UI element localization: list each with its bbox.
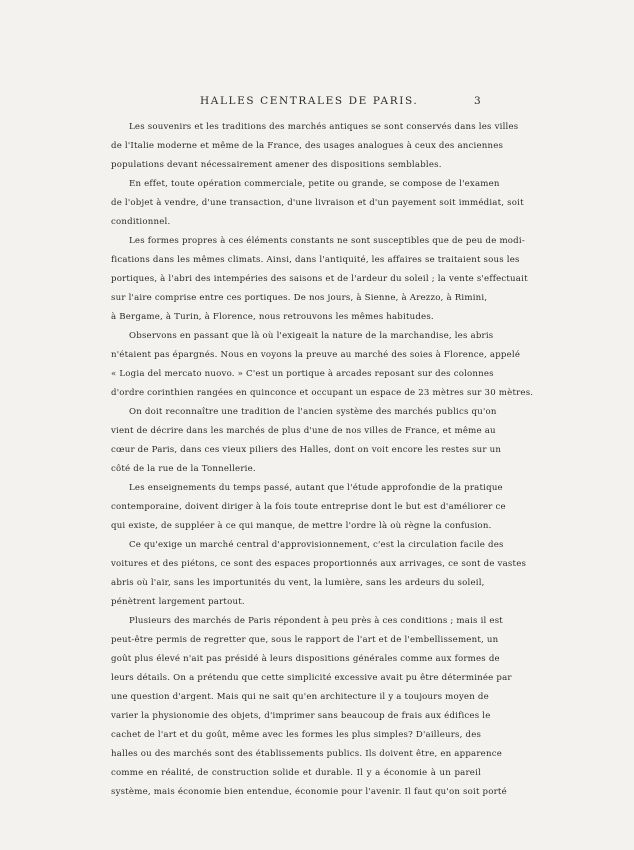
text-line: côté de la rue de la Tonnellerie. [111, 464, 256, 474]
text-line: populations devant nécessairement amener des dispositions semblables. [111, 160, 442, 170]
text-line: voitures et des piétons, ce sont des espaces proportionnés aux arrivages, ce sont de vastes [111, 559, 527, 569]
text-line: système, mais économie bien entendue, économie pour l'avenir. Il faut qu'on soit porté [111, 787, 507, 797]
text-line: à Bergame, à Turin, à Florence, nous retrouvons les mêmes habitudes. [111, 312, 434, 322]
text-line: portiques, à l'abri des intempéries des saisons et de l'ardeur du soleil ; la vente s'effectuait [111, 274, 528, 284]
text-line: Les enseignements du temps passé, autant que l'étude approfondie de la pratique [129, 483, 503, 493]
page-number: 3 [474, 95, 481, 107]
text-line: conditionnel. [111, 217, 171, 227]
text-line: pénètrent largement partout. [111, 597, 245, 607]
text-line: qui existe, de suppléer à ce qui manque, de mettre l'ordre là où règne la confusion. [111, 521, 492, 531]
text-line: goût plus élevé n'ait pas présidé à leurs dispositions générales comme aux formes de [111, 654, 500, 664]
text-line: vient de décrire dans les marchés de plus d'une de nos villes de France, et même au [111, 426, 496, 436]
text-line: « Logia del mercato nuovo. » C'est un portique à arcades reposant sur des colonnes [111, 369, 494, 379]
text-line: cœur de Paris, dans ces vieux piliers des Halles, dont on voit encore les restes sur un [111, 445, 502, 455]
text-line: Les souvenirs et les traditions des marchés antiques se sont conservés dans les villes [129, 122, 519, 132]
text-line: comme en réalité, de construction solide et durable. Il y a économie à un pareil [111, 768, 481, 778]
paragraph [111, 612, 512, 802]
text-line: Plusieurs des marchés de Paris répondent à peu près à ces conditions ; mais il est [129, 616, 503, 626]
paragraph [111, 327, 534, 403]
paragraph [111, 403, 502, 479]
paragraph [111, 536, 527, 612]
text-line: de l'objet à vendre, d'une transaction, d'une livraison et d'un payement soit immédiat, soit [111, 198, 524, 208]
paragraph [111, 232, 528, 327]
text-line: contemporaine, doivent diriger à la fois toute entreprise dont le but est d'améliorer ce [111, 502, 506, 512]
paragraph [111, 479, 506, 536]
text-line: halles ou des marchés sont des établissements publics. Ils doivent être, en apparence [111, 749, 502, 759]
paragraph [111, 118, 519, 175]
running-title: HALLES CENTRALES DE PARIS. [200, 95, 419, 107]
text-line: d'ordre corinthien rangées en quinconce et occupant un espace de 23 mètres sur 30 mètres. [111, 388, 534, 398]
text-line: leurs détails. On a prétendu que cette simplicité excessive avait pu être déterminée par [111, 673, 512, 683]
running-head [0, 95, 634, 109]
text-line: varier la physionomie des objets, d'imprimer sans beaucoup de frais aux édifices le [111, 711, 491, 721]
text-line: cachet de l'art et du goût, même avec les formes les plus simples? D'ailleurs, des [111, 730, 482, 740]
text-line: n'étaient pas épargnés. Nous en voyons la preuve au marché des soies à Florence, appelé [111, 350, 521, 360]
text-line: On doit reconnaître une tradition de l'ancien système des marchés publics qu'on [129, 407, 497, 417]
text-line: fications dans les mêmes climats. Ainsi, dans l'antiquité, les affaires se traitaient sous les [111, 255, 520, 265]
text-line: de l'Italie moderne et même de la France, des usages analogues à ceux des anciennes [111, 141, 504, 151]
text-line: une question d'argent. Mais qui ne sait qu'en architecture il y a toujours moyen de [111, 692, 489, 702]
text-line: peut-être permis de regretter que, sous le rapport de l'art et de l'embellissement, un [111, 635, 499, 645]
text-line: Les formes propres à ces éléments constants ne sont susceptibles que de peu de modi- [129, 236, 525, 246]
text-line: Ce qu'exige un marché central d'approvisionnement, c'est la circulation facile des [129, 540, 504, 550]
paragraph [111, 175, 524, 232]
text-line: sur l'aire comprise entre ces portiques. De nos jours, à Sienne, à Arezzo, à Rimini, [111, 293, 488, 303]
body-text [111, 118, 534, 802]
text-line: Observons en passant que là où l'exigeait la nature de la marchandise, les abris [129, 331, 494, 341]
text-line: abris où l'air, sans les importunités du vent, la lumière, sans les ardeurs du soleil, [111, 578, 485, 588]
text-line: En effet, toute opération commerciale, petite ou grande, se compose de l'examen [129, 179, 500, 189]
